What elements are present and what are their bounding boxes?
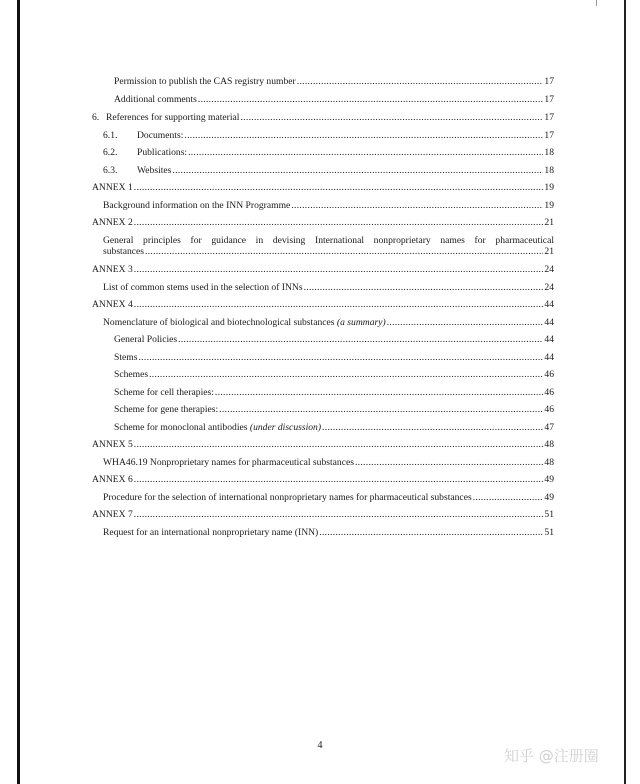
toc-entry-page: 46 bbox=[544, 404, 554, 415]
dot-leader bbox=[304, 282, 544, 293]
toc-entry-title-emphasis: (under discussion) bbox=[249, 422, 322, 433]
dot-leader bbox=[149, 369, 543, 380]
toc-entry-title-text: ANNEX 2 bbox=[92, 217, 133, 228]
toc-entry-page: 46 bbox=[544, 387, 554, 398]
document-right-edge bbox=[624, 0, 626, 784]
toc-entry-title bbox=[103, 282, 303, 293]
toc-entry-title bbox=[92, 439, 133, 450]
toc-entry[interactable] bbox=[92, 299, 554, 310]
toc-entry[interactable] bbox=[114, 387, 554, 398]
toc-entry-page: 44 bbox=[544, 299, 554, 310]
toc-entry-title bbox=[114, 94, 197, 105]
toc-entry-page: 46 bbox=[544, 369, 554, 380]
dot-leader bbox=[134, 217, 544, 228]
dot-leader bbox=[188, 147, 543, 158]
toc-entry-title-text: ANNEX 6 bbox=[92, 474, 133, 485]
toc-entry-title-text: ANNEX 5 bbox=[92, 439, 133, 450]
toc-entry-title-text: Request for an international nonproprietary name (INN) bbox=[103, 527, 319, 538]
toc-entry[interactable] bbox=[103, 147, 554, 158]
dot-leader bbox=[134, 439, 544, 450]
toc-entry-title-text: Stems bbox=[114, 352, 138, 363]
dot-leader bbox=[291, 200, 543, 211]
toc-entry-title-text: ANNEX 3 bbox=[92, 264, 133, 275]
toc-entry[interactable] bbox=[114, 404, 554, 415]
toc-entry-title bbox=[114, 334, 177, 345]
toc-entry-title-text: WHA46.19 Nonproprietary names for pharmaceutical substances bbox=[103, 457, 354, 468]
dot-leader bbox=[219, 404, 543, 415]
dot-leader bbox=[134, 509, 544, 520]
toc-entry[interactable] bbox=[103, 235, 554, 257]
document-left-edge bbox=[17, 0, 20, 784]
dot-leader bbox=[198, 94, 544, 105]
toc-entry[interactable] bbox=[92, 439, 554, 450]
dot-leader bbox=[355, 457, 543, 468]
toc-entry-page: 24 bbox=[544, 282, 554, 293]
toc-entry[interactable] bbox=[103, 130, 554, 141]
dot-leader bbox=[138, 352, 543, 363]
dot-leader bbox=[178, 334, 543, 345]
toc-entry-title bbox=[92, 474, 133, 485]
dot-leader bbox=[215, 387, 544, 398]
page-number: 4 bbox=[317, 740, 323, 751]
toc-entry-page: 49 bbox=[544, 474, 554, 485]
toc-entry[interactable] bbox=[114, 422, 554, 433]
toc-entry-title bbox=[103, 200, 290, 211]
toc-entry-title bbox=[114, 422, 321, 433]
toc-entry-page: 19 bbox=[544, 200, 554, 211]
toc-entry-page: 17 bbox=[544, 94, 554, 105]
dot-leader bbox=[319, 527, 543, 538]
dot-leader bbox=[145, 246, 543, 257]
toc-entry-title-text: List of common stems used in the selection of INNs bbox=[103, 282, 303, 293]
toc-entry-title bbox=[137, 165, 171, 176]
toc-entry-title bbox=[137, 130, 183, 141]
toc-entry-number: 6.3. bbox=[103, 165, 118, 176]
toc-entry-title-text: Scheme for gene therapies: bbox=[114, 404, 219, 415]
toc-entry-title bbox=[103, 457, 354, 468]
toc-entry-page: 18 bbox=[544, 147, 554, 158]
dot-leader bbox=[184, 130, 543, 141]
toc-entry-title-text: Permission to publish the CAS registry number bbox=[114, 76, 296, 87]
toc-entry[interactable] bbox=[114, 369, 554, 380]
toc-entry-title-emphasis: (a summary) bbox=[336, 317, 386, 328]
watermark: 知乎 @注册圈 bbox=[504, 747, 599, 765]
toc-entry-title bbox=[114, 76, 296, 87]
toc-entry-title bbox=[92, 299, 133, 310]
dot-leader bbox=[387, 317, 544, 328]
toc-entry[interactable] bbox=[92, 264, 554, 275]
page-corner-mark bbox=[596, 0, 597, 6]
toc-entry-page: 49 bbox=[544, 492, 554, 503]
toc-entry-title bbox=[103, 527, 318, 538]
toc-entry-title bbox=[92, 217, 133, 228]
toc-entry-title-text: Scheme for monoclonal antibodies bbox=[114, 422, 250, 433]
dot-leader bbox=[297, 76, 544, 87]
toc-entry-title bbox=[103, 317, 386, 328]
toc-entry-title bbox=[114, 369, 148, 380]
toc-entry-number: 6.1. bbox=[103, 130, 118, 141]
toc-entry-page: 51 bbox=[544, 527, 554, 538]
toc-entry-page: 48 bbox=[544, 439, 554, 450]
toc-entry-title-text: Nomenclature of biological and biotechnological substances bbox=[103, 317, 337, 328]
toc-entry-page: 44 bbox=[544, 317, 554, 328]
toc-entry[interactable] bbox=[103, 457, 554, 468]
toc-entry-title bbox=[114, 404, 218, 415]
toc-entry-title bbox=[92, 509, 133, 520]
toc-entry-title-text: ANNEX 7 bbox=[92, 509, 133, 520]
toc-entry[interactable] bbox=[114, 94, 554, 105]
dot-leader bbox=[134, 182, 544, 193]
dot-leader bbox=[134, 299, 544, 310]
toc-entry-title-text: ANNEX 1 bbox=[92, 182, 133, 193]
toc-entry-title bbox=[114, 387, 214, 398]
dot-leader bbox=[240, 112, 543, 123]
toc-entry-page: 17 bbox=[544, 130, 554, 141]
toc-entry[interactable] bbox=[92, 182, 554, 193]
toc-entry-title bbox=[92, 182, 133, 193]
toc-entry[interactable] bbox=[103, 200, 554, 211]
toc-entry-title-text: Publications: bbox=[137, 147, 188, 158]
toc-entry-number: 6.2. bbox=[103, 147, 118, 158]
toc-entry-page: 18 bbox=[544, 165, 554, 176]
toc-entry-number: 6. bbox=[92, 112, 100, 123]
toc-entry-title-text: Websites bbox=[137, 165, 172, 176]
toc-entry-title-text: General Policies bbox=[114, 334, 178, 345]
toc-entry-title: General principles for guidance in devising International nonproprietary names for pharmaceutical bbox=[103, 235, 554, 246]
toc-entry-title bbox=[106, 112, 239, 123]
toc-entry[interactable] bbox=[92, 112, 554, 123]
toc-entry-title-text: Documents: bbox=[137, 130, 184, 141]
toc-entry[interactable] bbox=[103, 317, 554, 328]
toc-entry-title-text: Scheme for cell therapies: bbox=[114, 387, 214, 398]
toc-entry[interactable] bbox=[92, 474, 554, 485]
toc-entry-title bbox=[114, 352, 137, 363]
toc-entry-title-text: Additional comments bbox=[114, 94, 197, 105]
toc-entry[interactable] bbox=[92, 217, 554, 228]
dot-leader bbox=[172, 165, 543, 176]
toc-entry[interactable] bbox=[103, 527, 554, 538]
dot-leader bbox=[134, 474, 544, 485]
toc-entry[interactable] bbox=[103, 282, 554, 293]
toc-entry-page: 44 bbox=[544, 352, 554, 363]
toc-entry-title bbox=[137, 147, 187, 158]
toc-entry-title-text: Background information on the INN Programme bbox=[103, 200, 291, 211]
toc-entry-title bbox=[92, 264, 133, 275]
toc-entry-page: 17 bbox=[544, 112, 554, 123]
toc-entry-page: 19 bbox=[544, 182, 554, 193]
toc-entry-title-text: ANNEX 4 bbox=[92, 299, 133, 310]
toc-entry-title-text: Schemes bbox=[114, 369, 149, 380]
toc-entry[interactable] bbox=[114, 334, 554, 345]
dot-leader bbox=[473, 492, 544, 503]
toc-entry-title bbox=[103, 492, 472, 503]
toc-entry-title-continued: substances bbox=[103, 246, 145, 257]
toc-entry[interactable] bbox=[103, 492, 554, 503]
toc-entry-page: 47 bbox=[544, 422, 554, 433]
dot-leader bbox=[134, 264, 544, 275]
toc-entry-page: 44 bbox=[544, 334, 554, 345]
toc-entry-page: 51 bbox=[544, 509, 554, 520]
toc-entry-page: 48 bbox=[544, 457, 554, 468]
toc-entry-title-text: Procedure for the selection of international nonproprietary names for pharmaceutical substances bbox=[103, 492, 472, 503]
toc-entry[interactable] bbox=[92, 509, 554, 520]
toc-entry-page: 21 bbox=[544, 217, 554, 228]
toc-entry-page: 21 bbox=[544, 246, 554, 257]
toc-entry[interactable] bbox=[114, 76, 554, 87]
toc-entry-page: 17 bbox=[544, 76, 554, 87]
dot-leader bbox=[322, 422, 543, 433]
toc-entry[interactable] bbox=[114, 352, 554, 363]
toc-entry-page: 24 bbox=[544, 264, 554, 275]
toc-entry-title-text: References for supporting material bbox=[106, 112, 240, 123]
toc-entry[interactable] bbox=[103, 165, 554, 176]
